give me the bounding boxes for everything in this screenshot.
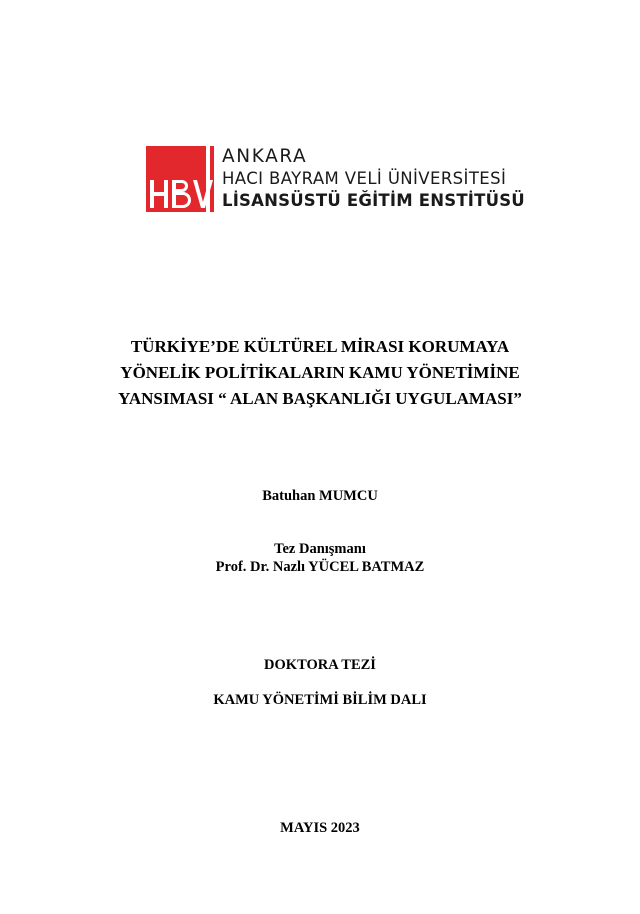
thesis-title-line-2: YÖNELİK POLİTİKALARIN KAMU YÖNETİMİNE [120, 363, 520, 382]
author-name: Batuhan MUMCU [262, 488, 378, 504]
advisor-label: Tez Danışmanı [274, 541, 366, 557]
logo-institute-name: LİSANSÜSTÜ EĞİTİM ENSTİTÜSÜ [222, 191, 525, 210]
thesis-title-line-1: TÜRKİYE’DE KÜLTÜREL MİRASI KORUMAYA [130, 337, 510, 356]
thesis-title [40, 334, 600, 412]
department: KAMU YÖNETİMİ BİLİM DALI [213, 692, 427, 708]
university-logo [146, 146, 546, 216]
logo-university-name: HACI BAYRAM VELİ ÜNİVERSİTESİ [222, 169, 507, 188]
thesis-type: DOKTORA TEZİ [264, 657, 376, 673]
advisor-name: Prof. Dr. Nazlı YÜCEL BATMAZ [215, 559, 425, 575]
logo-text [222, 146, 525, 212]
thesis-title-line-3: YANSIMASI “ ALAN BAŞKANLIĞI UYGULAMASI” [118, 389, 522, 408]
submission-date: MAYIS 2023 [280, 820, 360, 836]
hbv-logo-icon [146, 146, 214, 212]
logo-city: ANKARA [222, 146, 308, 167]
